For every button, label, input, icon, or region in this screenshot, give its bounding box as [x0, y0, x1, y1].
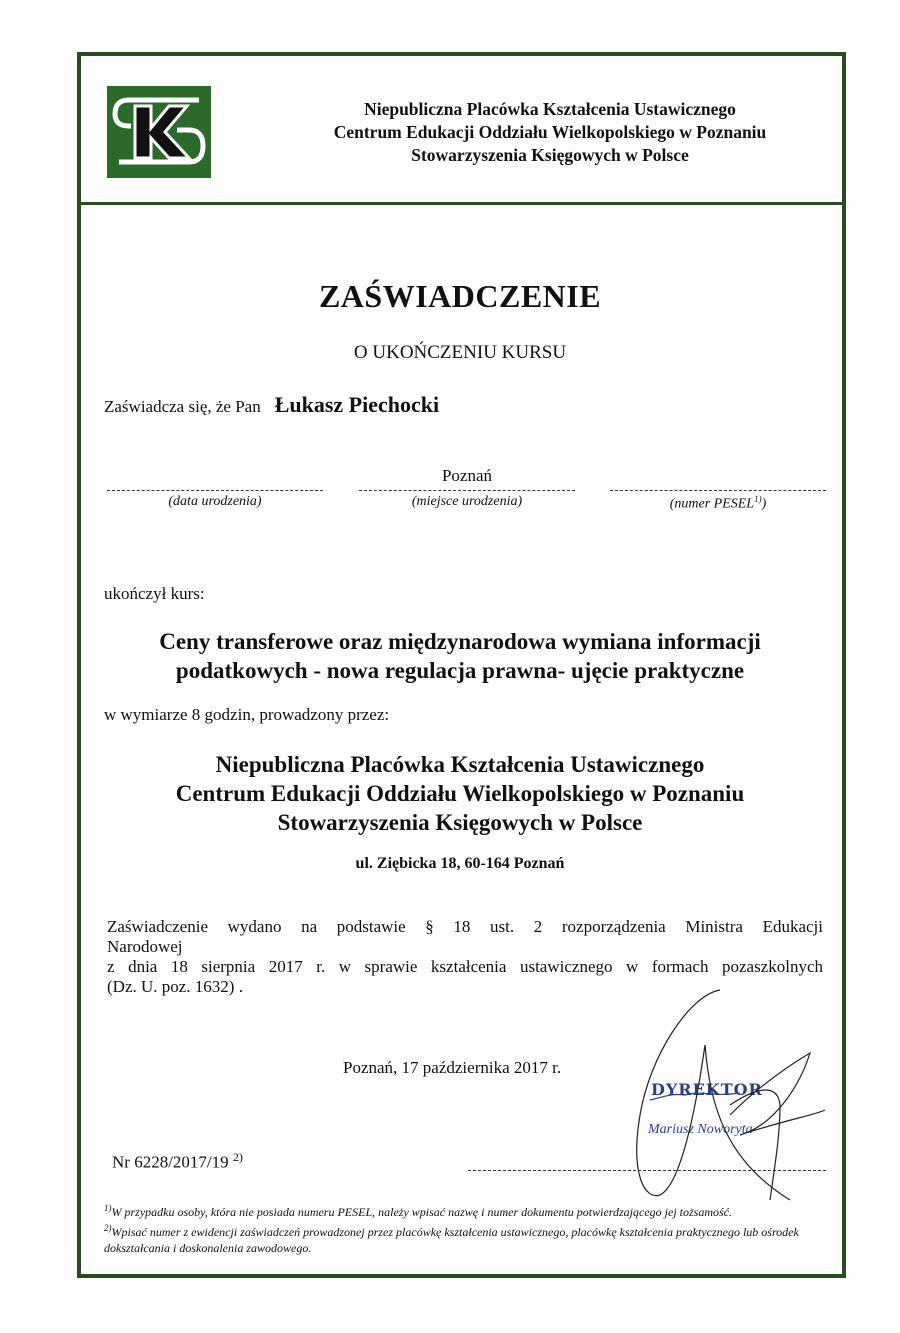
- birth-date-field: [107, 466, 323, 510]
- header-line: Centrum Edukacji Oddziału Wielkopolskiego w Poznaniu: [333, 122, 767, 142]
- organizer-line: Centrum Edukacji Oddziału Wielkopolskiego w Poznaniu: [175, 781, 745, 806]
- certifies-line: [104, 392, 439, 418]
- place-and-date: Poznań, 17 października 2017 r.: [343, 1058, 562, 1077]
- header-line: Niepubliczna Placówka Kształcenia Ustawicznego: [364, 99, 736, 119]
- handwritten-signature: [610, 985, 850, 1210]
- certificate-number: [112, 1150, 243, 1173]
- birth-place-value: Poznań: [441, 466, 493, 485]
- recipient-name: Łukasz Piechocki: [274, 392, 440, 417]
- institution-header: [270, 98, 830, 167]
- stamp-title: DYREKTOR: [651, 1080, 763, 1099]
- stamp-name: Mariusz Noworyta: [648, 1122, 753, 1137]
- pesel-caption-text: (numer PESEL: [669, 496, 755, 512]
- legal-line: (Dz. U. poz. 1632) .: [107, 977, 243, 996]
- legal-line: Zaświadczenie wydano na podstawie § 18 ust. 2 rozporządzenia Ministra Edukacji: [107, 917, 823, 936]
- footnote-text: W przypadku osoby, która nie posiada numeru PESEL, należy wpisać nazwę i numer dokumentu potwierdzającego jej tożsamość.: [111, 1205, 732, 1219]
- footnote-text: Wpisać numer z ewidencji zaświadczeń prowadzonej przez placówkę kształcenia ustawicznego, placówkę kształcenia praktycznego lub ośrodek dokształcania i doskonalenia zawodowego.: [104, 1225, 799, 1255]
- legal-line: Narodowej: [107, 937, 183, 956]
- footnotes: [104, 1200, 834, 1256]
- dotted-line: [610, 490, 826, 491]
- organizer-line: Niepubliczna Placówka Kształcenia Ustawicznego: [215, 752, 705, 777]
- course-line: podatkowych - nowa regulacja prawna- ujęcie praktyczne: [175, 658, 745, 683]
- pesel-caption-end: ): [761, 496, 767, 512]
- pesel-field: [610, 466, 826, 513]
- birth-date-caption: (data urodzenia): [168, 494, 262, 509]
- document-title: ZAŚWIADCZENIE: [318, 278, 602, 314]
- dotted-line: [107, 490, 323, 491]
- completed-label: ukończył kurs:: [104, 584, 205, 603]
- course-line: Ceny transferowe oraz międzynarodowa wymiana informacji: [159, 629, 761, 654]
- document-subtitle: O UKOŃCZENIU KURSU: [353, 342, 567, 363]
- footnote-marker: 2): [104, 1223, 112, 1233]
- birth-date-value: [107, 466, 323, 488]
- pesel-caption: [610, 494, 826, 513]
- organizer-address: ul. Ziębicka 18, 60-164 Poznań: [355, 855, 565, 872]
- certificate-number-text: Nr 6228/2017/19: [112, 1152, 229, 1172]
- header-line: Stowarzyszenia Księgowych w Polsce: [411, 145, 689, 165]
- logo-sk-icon: [107, 86, 211, 178]
- footnote-2: [104, 1220, 834, 1256]
- legal-line: z dnia 18 sierpnia 2017 r. w sprawie kształcenia ustawicznego w formach pozaszkolnych: [107, 957, 823, 976]
- footnote-ref: 1): [754, 494, 762, 504]
- organizer-line: Stowarzyszenia Księgowych w Polsce: [277, 810, 643, 835]
- birth-place-caption: (miejsce urodzenia): [411, 494, 523, 509]
- dotted-line: [359, 490, 575, 491]
- organizer-name: [80, 750, 840, 837]
- hours-text: w wymiarze 8 godzin, prowadzony przez:: [104, 705, 390, 724]
- certifies-prefix: Zaświadcza się, że Pan: [104, 397, 261, 416]
- birth-place-field: [359, 466, 575, 510]
- logo-graphic: [107, 86, 211, 178]
- course-title: [80, 627, 840, 685]
- pesel-value: [610, 466, 826, 488]
- footnote-ref: 2): [232, 1150, 243, 1164]
- footnote-marker: 1): [104, 1203, 112, 1213]
- header-divider: [77, 202, 846, 205]
- footnote-1: [104, 1200, 834, 1220]
